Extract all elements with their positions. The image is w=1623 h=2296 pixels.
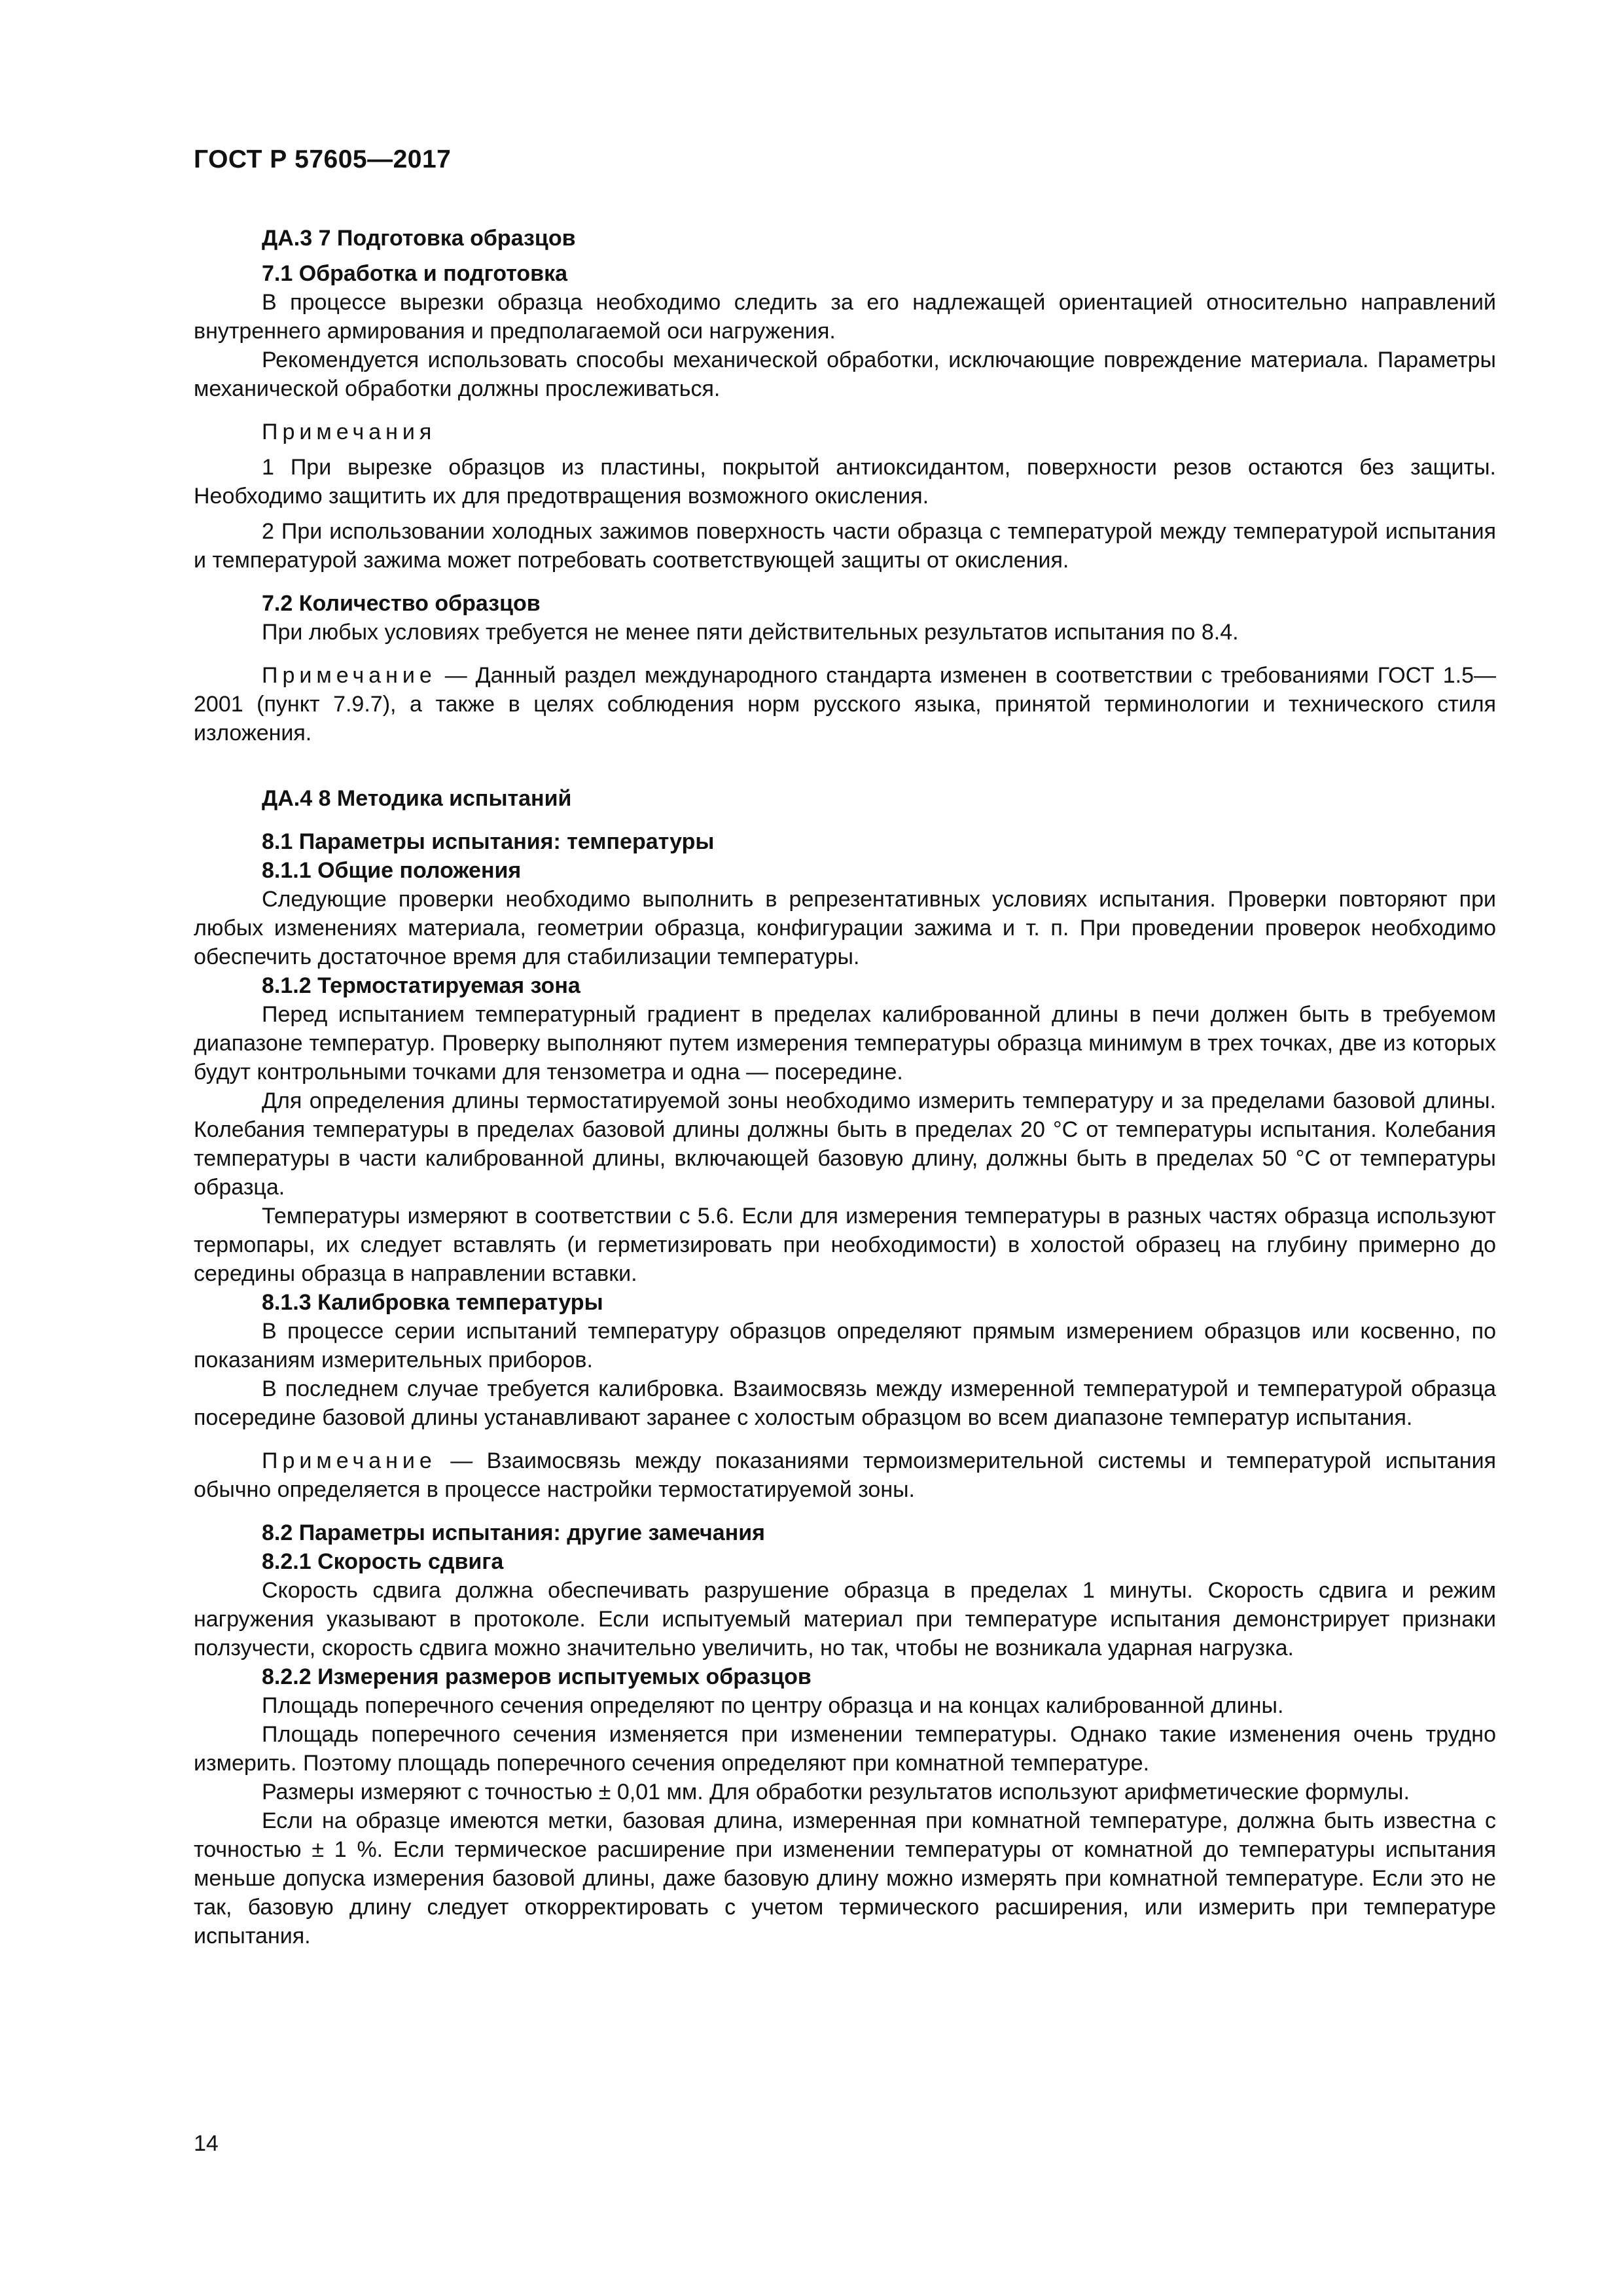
section-title-da4: ДА.4 8 Методика испытаний: [262, 786, 572, 811]
subsection-title-7-2: 7.2 Количество образцов: [262, 591, 541, 616]
subsection-title-8-1-2: 8.1.2 Термостатируемая зона: [262, 973, 580, 998]
note-label: Примечание: [262, 663, 437, 688]
note-2: 2 При использовании холодных зажимов поверхность части образца с температурой между температурой испытания и температурой зажима может потребовать соответствующей защиты от окисления.: [194, 519, 1496, 573]
note-paragraph: [194, 661, 1496, 747]
paragraph: Следующие проверки необходимо выполнить в репрезентативных условиях испытания. Проверки повторяют при любых изменениях материала, геометрии образца, конфигурации зажима и т. п. При проведении проверок необходимо обеспечить достаточное время для стабилизации температуры.: [194, 887, 1496, 969]
paragraph: В процессе серии испытаний температуру образцов определяют прямым измерением образцов или косвенно, по показаниям измерительных приборов.: [194, 1319, 1496, 1372]
note-label: Примечание: [262, 1448, 437, 1473]
subsection-title-8-1-3: 8.1.3 Калибровка температуры: [262, 1290, 603, 1315]
paragraph: При любых условиях требуется не менее пяти действительных результатов испытания по 8.4.: [262, 620, 1239, 645]
paragraph: Скорость сдвига должна обеспечивать разрушение образца в пределах 1 минуты. Скорость сдвига и режим нагружения указывают в протоколе. Если испытуемый материал при температуре испытания демонстрирует признаки ползучести, скорость сдвига можно значительно увеличить, но так, чтобы не возникала ударная нагрузка.: [194, 1578, 1496, 1660]
paragraph: Размеры измеряют с точностью ± 0,01 мм. Для обработки результатов используют арифметические формулы.: [262, 1780, 1410, 1804]
section-title-da3: ДА.3 7 Подготовка образцов: [262, 226, 576, 251]
paragraph: Рекомендуется использовать способы механической обработки, исключающие повреждение материала. Параметры механической обработки должны прослеживаться.: [194, 348, 1496, 401]
paragraph: Площадь поперечного сечения определяют по центру образца и на концах калиброванной длины.: [262, 1693, 1284, 1718]
paragraph: Площадь поперечного сечения изменяется при изменении температуры. Однако такие изменения очень трудно измерить. Поэтому площадь поперечного сечения определяют при комнатной температуре.: [194, 1722, 1496, 1776]
paragraph: Перед испытанием температурный градиент в пределах калиброванной длины в печи должен быть в требуемом диапазоне температур. Проверку выполняют путем измерения температуры образца минимум в трех точках, две из которых будут контрольными точками для тензометра и одна — посередине.: [194, 1002, 1496, 1085]
paragraph: В последнем случае требуется калибровка. Взаимосвязь между измеренной температурой и температурой образца посередине базовой длины устанавливают заранее с холостым образцом во всем диапазоне температур испытания.: [194, 1376, 1496, 1430]
subsection-title-8-1-1: 8.1.1 Общие положения: [262, 858, 522, 883]
paragraph: Температуры измеряют в соответствии с 5.6. Если для измерения температуры в разных частях образца используют термопары, их следует вставлять (и герметизировать при необходимости) в холостой образец на глубину примерно до середины образца в направлении вставки.: [194, 1204, 1496, 1286]
subsection-title-8-2: 8.2 Параметры испытания: другие замечания: [262, 1520, 765, 1545]
subsection-title-7-1: 7.1 Обработка и подготовка: [262, 261, 568, 286]
notes-heading: Примечания: [262, 420, 437, 444]
page-number: 14: [194, 2131, 219, 2156]
paragraph: Для определения длины термостатируемой зоны необходимо измерить температуру и за пределами базовой длины. Колебания температуры в пределах базовой длины должны быть в пределах 20 °С от температуры испытания. Колебания температуры в части калиброванной длины, включающей базовую длину, должны быть в пределах 50 °С от температуры образца.: [194, 1088, 1496, 1200]
note-1: 1 При вырезке образцов из пластины, покрытой антиоксидантом, поверхности резов остаются без защиты. Необходимо защитить их для предотвращения возможного окисления.: [194, 455, 1496, 509]
note-paragraph: [194, 1446, 1496, 1504]
paragraph: Если на образце имеются метки, базовая длина, измеренная при комнатной температуре, должна быть известна с точностью ± 1 %. Если термическое расширение при изменении температуры от комнатной до температуры испытания меньше допуска измерения базовой длины, даже базовую длину можно измерять при комнатной температуре. Если это не так, базовую длину следует откорректировать с учетом термического расширения, или измерить при температуре испытания.: [194, 1808, 1496, 1948]
note-text: — Данный раздел международного стандарта изменен в соответствии с требованиями ГОСТ 1.5—2001 (пункт 7.9.7), а также в целях соблюдения норм русского языка, принятой терминологии и технического стиля изложения.: [194, 663, 1496, 745]
subsection-title-8-2-1: 8.2.1 Скорость сдвига: [262, 1549, 504, 1574]
subsection-title-8-2-2: 8.2.2 Измерения размеров испытуемых образцов: [262, 1664, 812, 1689]
subsection-title-8-1: 8.1 Параметры испытания: температуры: [262, 829, 715, 854]
note-text: — Взаимосвязь между показаниями термоизмерительной системы и температурой испытания обычно определяется в процессе настройки термостатируемой зоны.: [194, 1448, 1496, 1502]
document-code: ГОСТ Р 57605—2017: [194, 145, 452, 173]
page-content: [194, 224, 1496, 1950]
paragraph: В процессе вырезки образца необходимо следить за его надлежащей ориентацией относительно направлений внутреннего армирования и предполагаемой оси нагружения.: [194, 290, 1496, 344]
